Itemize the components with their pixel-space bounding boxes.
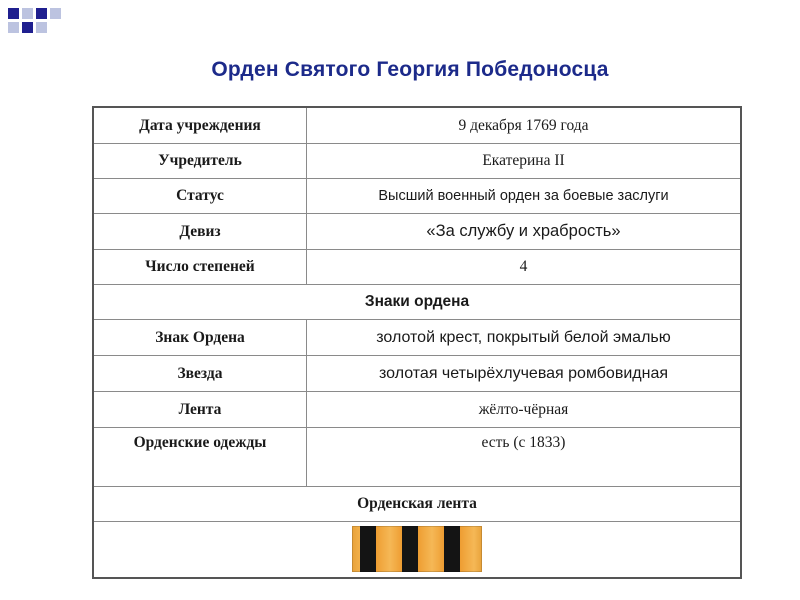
row-label: Девиз (93, 214, 307, 250)
table-row (93, 428, 741, 487)
row-value: золотая четырёхлучевая ромбовидная (307, 356, 742, 392)
section-row (93, 285, 741, 320)
section-ribbon-heading: Орденская лента (93, 487, 741, 522)
table-row (93, 356, 741, 392)
table-row (93, 320, 741, 356)
row-label: Статус (93, 179, 307, 214)
row-label: Лента (93, 392, 307, 428)
table-row (93, 144, 741, 179)
page-title: Орден Святого Георгия Победоносца (211, 58, 609, 81)
row-label: Орденские одежды (93, 428, 307, 487)
row-value: жёлто-чёрная (307, 392, 742, 428)
table-row (93, 214, 741, 250)
corner-decoration (0, 0, 72, 40)
row-label: Дата учреждения (93, 107, 307, 144)
row-value: золотой крест, покрытый белой эмалью (307, 320, 742, 356)
row-value: есть (с 1833) (307, 428, 742, 487)
row-label: Учредитель (93, 144, 307, 179)
table-row (93, 392, 741, 428)
order-info-table (92, 106, 742, 579)
row-label: Звезда (93, 356, 307, 392)
table-row (93, 107, 741, 144)
ribbon-cell (93, 522, 741, 579)
ribbon-row (93, 522, 741, 579)
table-row (93, 179, 741, 214)
section-row (93, 487, 741, 522)
row-value: «За службу и храбрость» (307, 214, 742, 250)
row-label: Знак Ордена (93, 320, 307, 356)
row-value: Высший военный орден за боевые заслуги (307, 179, 742, 214)
st-george-ribbon-image (352, 526, 482, 572)
row-value: Екатерина II (307, 144, 742, 179)
row-value: 9 декабря 1769 года (307, 107, 742, 144)
row-label: Число степеней (93, 250, 307, 285)
section-signs-heading: Знаки ордена (93, 285, 741, 320)
table-row (93, 250, 741, 285)
row-value: 4 (307, 250, 742, 285)
